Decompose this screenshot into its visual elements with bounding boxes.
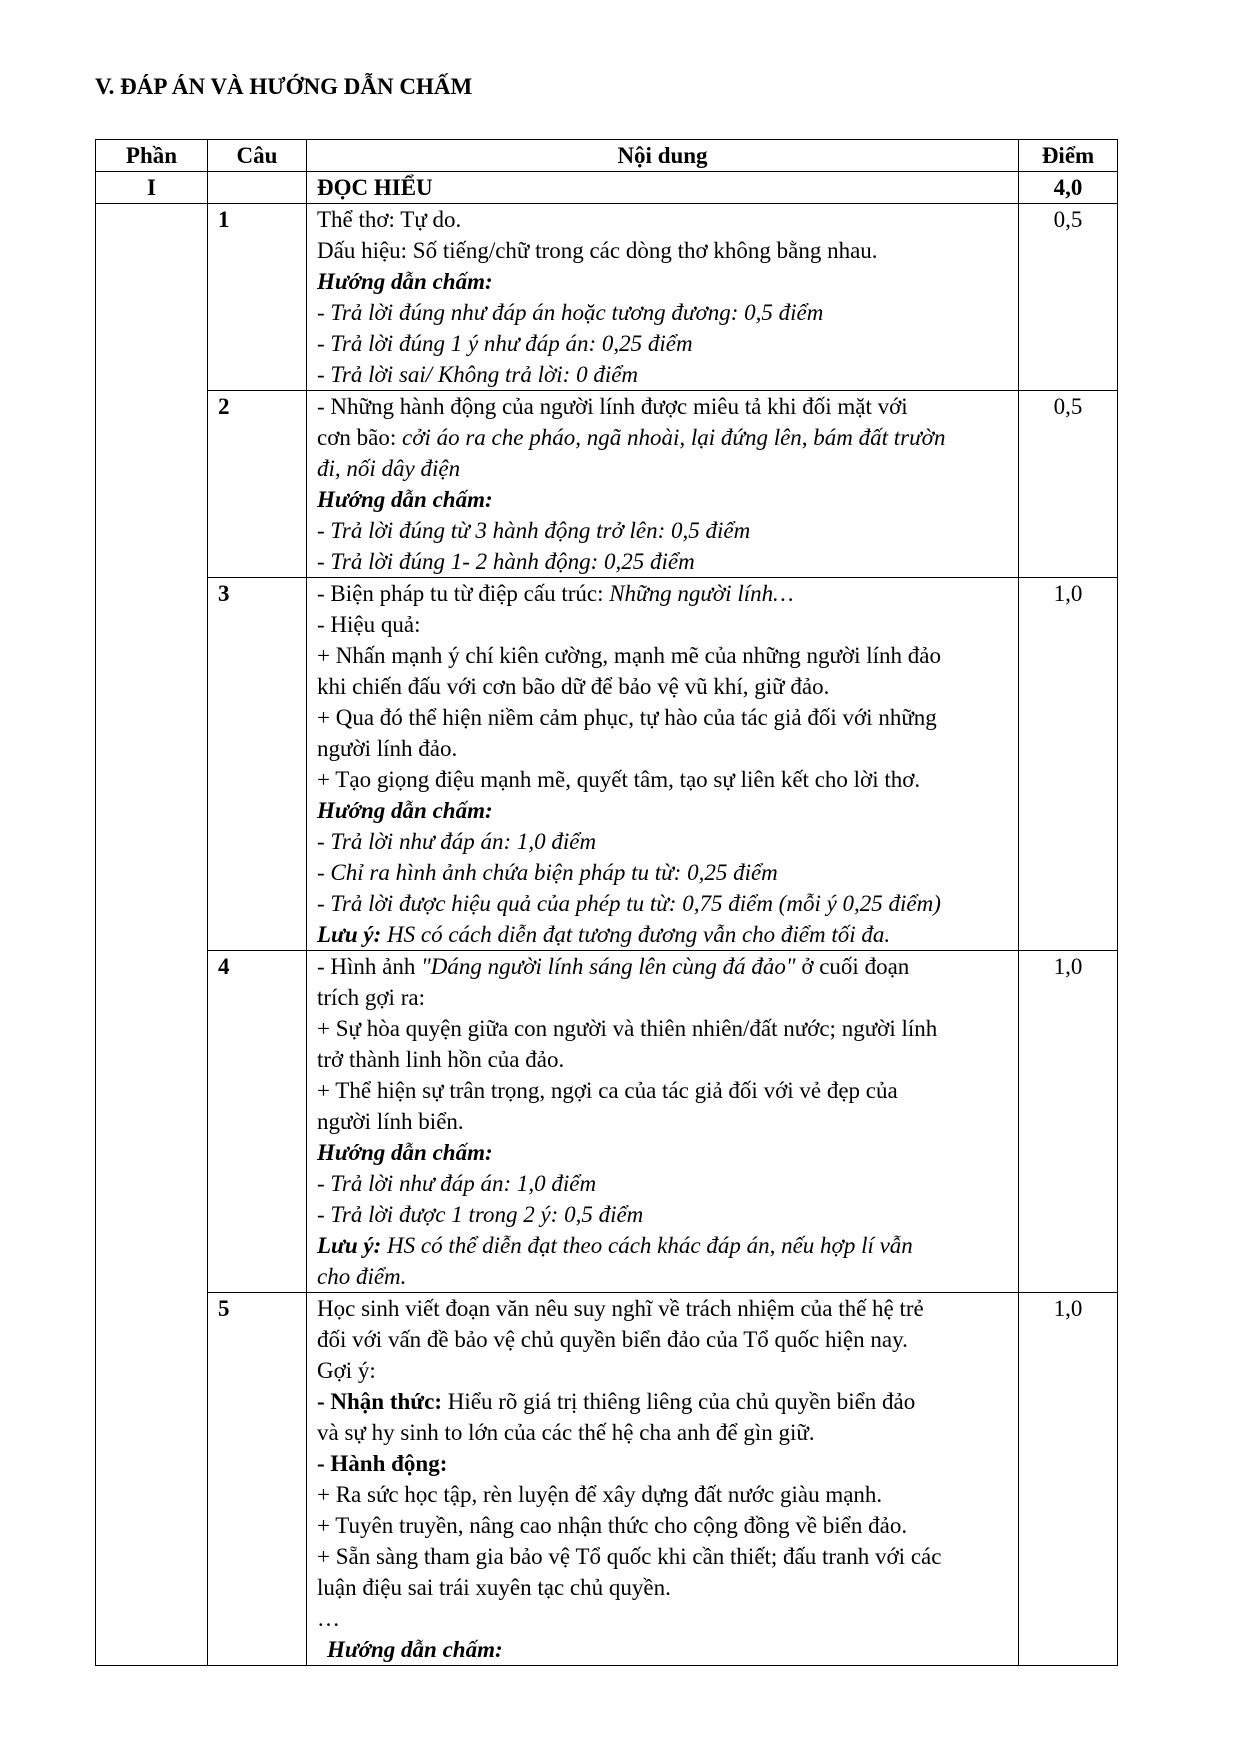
header-diem: Điểm	[1019, 140, 1118, 172]
question-score: 1,0	[1019, 1293, 1118, 1666]
content-line: + Sẵn sàng tham gia bảo vệ Tổ quốc khi cần thiết; đấu tranh với các	[317, 1544, 942, 1569]
question-content	[307, 391, 1019, 578]
content-line: đi, nối dây điện	[317, 456, 461, 481]
content-line: Thể thơ: Tự do.	[317, 207, 462, 232]
note-line	[317, 1230, 1008, 1261]
content-bold-text: - Nhận thức:	[317, 1389, 442, 1414]
question-row-4	[96, 951, 1118, 1293]
grading-line: - Trả lời được hiệu quả của phép tu từ: 0,75 điểm (mỗi ý 0,25 điểm)	[317, 891, 941, 916]
section-number: I	[96, 172, 208, 204]
answer-table	[95, 139, 1118, 1666]
content-line: + Ra sức học tập, rèn luyện để xây dựng đất nước giàu mạnh.	[317, 1482, 883, 1507]
question-row-1	[96, 204, 1118, 391]
content-line: + Nhấn mạnh ý chí kiên cường, mạnh mẽ của những người lính đảo	[317, 643, 942, 668]
section-name: ĐỌC HIỂU	[307, 172, 1019, 204]
question-number: 2	[208, 391, 307, 578]
question-row-2	[96, 391, 1118, 578]
note-line: cho điểm.	[317, 1264, 407, 1289]
content-line: - Những hành động của người lính được miêu tả khi đối mặt với	[317, 394, 908, 419]
grading-line: - Trả lời đúng 1 ý như đáp án: 0,25 điểm	[317, 331, 693, 356]
content-line: - Hiệu quả:	[317, 612, 421, 637]
content-line: khi chiến đấu với cơn bão dữ để bảo vệ vũ khí, giữ đảo.	[317, 674, 830, 699]
question-score: 0,5	[1019, 204, 1118, 391]
content-italic-text: Những người lính…	[609, 581, 794, 606]
content-line: - Hành động:	[317, 1451, 448, 1476]
question-content	[307, 204, 1019, 391]
content-line: đối với vấn đề bảo vệ chủ quyền biển đảo của Tổ quốc hiện nay.	[317, 1327, 908, 1352]
question-number: 3	[208, 578, 307, 951]
question-number: 4	[208, 951, 307, 1293]
content-line: Gợi ý:	[317, 1358, 376, 1383]
content-line: …	[317, 1606, 340, 1631]
grading-line: - Trả lời đúng như đáp án hoặc tương đương: 0,5 điểm	[317, 300, 824, 325]
header-row	[96, 140, 1118, 172]
grading-guide-heading: Hướng dẫn chấm:	[317, 269, 493, 294]
content-line: + Sự hòa quyện giữa con người và thiên nhiên/đất nước; người lính	[317, 1016, 938, 1041]
content-line: + Thể hiện sự trân trọng, ngợi ca của tác giả đối với vẻ đẹp của	[317, 1078, 898, 1103]
grading-line: - Trả lời đúng 1- 2 hành động: 0,25 điểm	[317, 549, 695, 574]
content-text: ở cuối đoạn	[795, 954, 910, 979]
note-line	[317, 919, 1008, 950]
content-line: người lính biển.	[317, 1109, 464, 1134]
content-line: trở thành linh hồn của đảo.	[317, 1047, 565, 1072]
content-line: và sự hy sinh to lớn của các thế hệ cha anh để gìn giữ.	[317, 1420, 815, 1445]
grading-guide-heading: Hướng dẫn chấm:	[317, 1140, 493, 1165]
grading-line: - Trả lời như đáp án: 1,0 điểm	[317, 1171, 597, 1196]
question-row-3	[96, 578, 1118, 951]
section-cau-empty	[208, 172, 307, 204]
question-content	[307, 578, 1019, 951]
content-line: + Tuyên truyền, nâng cao nhận thức cho cộng đồng về biển đảo.	[317, 1513, 908, 1538]
section-score: 4,0	[1019, 172, 1118, 204]
note-text: HS có cách diễn đạt tương đương vẫn cho điểm tối đa.	[381, 922, 891, 947]
section-row	[96, 172, 1118, 204]
grading-guide-heading: Hướng dẫn chấm:	[327, 1637, 503, 1662]
content-line	[317, 951, 1008, 982]
content-line: + Tạo giọng điệu mạnh mẽ, quyết tâm, tạo sự liên kết cho lời thơ.	[317, 767, 921, 792]
content-text: Hiểu rõ giá trị thiêng liêng của chủ quyền biển đảo	[441, 1389, 916, 1414]
content-text: cơn bão:	[317, 425, 402, 450]
note-text: HS có thể diễn đạt theo cách khác đáp án, nếu hợp lí vẫn	[381, 1233, 913, 1258]
content-text: - Hình ảnh	[317, 954, 422, 979]
question-content	[307, 1293, 1019, 1666]
grading-line: - Chỉ ra hình ảnh chứa biện pháp tu từ: 0,25 điểm	[317, 860, 778, 885]
content-line: người lính đảo.	[317, 736, 458, 761]
question-content	[307, 951, 1019, 1293]
content-line: Dấu hiệu: Số tiếng/chữ trong các dòng thơ không bằng nhau.	[317, 238, 878, 263]
question-row-5	[96, 1293, 1118, 1666]
question-score: 0,5	[1019, 391, 1118, 578]
grading-line: - Trả lời được 1 trong 2 ý: 0,5 điểm	[317, 1202, 644, 1227]
content-text: - Biện pháp tu từ điệp cấu trúc:	[317, 581, 610, 606]
page-title: V. ĐÁP ÁN VÀ HƯỚNG DẪN CHẤM	[95, 74, 473, 99]
content-line: + Qua đó thể hiện niềm cảm phục, tự hào của tác giả đối với những	[317, 705, 937, 730]
question-number: 5	[208, 1293, 307, 1666]
content-line: luận điệu sai trái xuyên tạc chủ quyền.	[317, 1575, 671, 1600]
note-label: Lưu ý:	[317, 1233, 382, 1258]
question-score: 1,0	[1019, 951, 1118, 1293]
section-phan-cell	[96, 204, 208, 1666]
header-noidung: Nội dung	[307, 140, 1019, 172]
grading-line: - Trả lời đúng từ 3 hành động trở lên: 0,5 điểm	[317, 518, 751, 543]
header-cau: Câu	[208, 140, 307, 172]
content-italic-text: cởi áo ra che pháo, ngã nhoài, lại đứng lên, bám đất trườn	[401, 425, 946, 450]
content-line: trích gợi ra:	[317, 985, 425, 1010]
grading-guide-heading: Hướng dẫn chấm:	[317, 487, 493, 512]
grading-line: - Trả lời như đáp án: 1,0 điểm	[317, 829, 597, 854]
content-line	[317, 422, 1008, 453]
question-number: 1	[208, 204, 307, 391]
grading-guide-heading: Hướng dẫn chấm:	[317, 798, 493, 823]
content-line	[317, 578, 1008, 609]
header-phan: Phần	[96, 140, 208, 172]
content-line: Học sinh viết đoạn văn nêu suy nghĩ về trách nhiệm của thế hệ trẻ	[317, 1296, 924, 1321]
question-score: 1,0	[1019, 578, 1118, 951]
note-label: Lưu ý:	[317, 922, 382, 947]
content-line	[317, 1386, 1008, 1417]
grading-line: - Trả lời sai/ Không trả lời: 0 điểm	[317, 362, 639, 387]
content-italic-text: "Dáng người lính sáng lên cùng đá đảo"	[421, 954, 796, 979]
